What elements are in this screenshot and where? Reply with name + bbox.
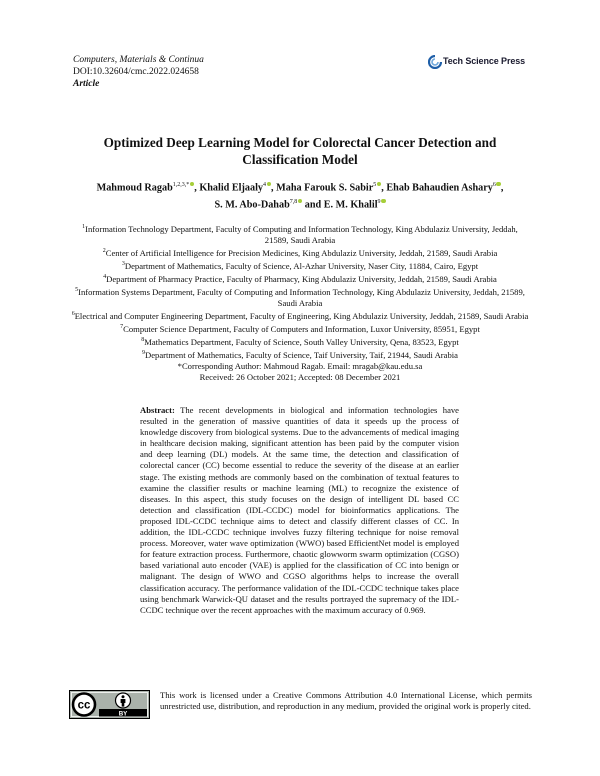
affiliation-text: Department of Mathematics, Faculty of Science, Taif University, Taif, 21944, Saudi Arabia <box>145 349 458 360</box>
journal-name: Computers, Materials & Continua <box>73 55 204 65</box>
affiliation-superscript: 5 <box>75 286 79 293</box>
abstract-label: Abstract: <box>140 405 175 415</box>
abstract <box>140 405 459 616</box>
article-type: Article <box>73 79 100 89</box>
affiliation-superscript: 9 <box>142 349 146 356</box>
affiliation-text: Information Technology Department, Faculty of Computing and Information Technology, King Abdulaziz University, Jeddah, 21589, Saudi Arabia <box>85 223 518 245</box>
author-superscript: 1,2,3,* <box>172 182 190 188</box>
affiliation-item <box>70 322 530 335</box>
affiliation-item <box>70 272 530 285</box>
cc-by-license-badge[interactable] <box>69 690 150 719</box>
affiliation-item <box>70 246 530 259</box>
author-superscript: 4 <box>263 182 267 188</box>
affiliation-text: Electrical and Computer Engineering Department, Faculty of Engineering, King Abdulaziz University, Jeddah, 21589, Saudi Arabia <box>74 310 529 321</box>
affiliation-text: Mathematics Department, Faculty of Science, South Valley University, Qena, 83523, Egypt <box>144 336 459 347</box>
corresponding-author[interactable]: *Corresponding Author: Mahmoud Ragab. Email: mragab@kau.edu.sa <box>177 360 423 371</box>
affiliation-superscript: 4 <box>103 273 107 280</box>
author-name: Mahmoud Ragab <box>96 182 173 194</box>
orcid-icon[interactable] <box>190 182 195 187</box>
orcid-icon[interactable] <box>267 182 272 187</box>
by-letters: BY <box>118 710 128 718</box>
affiliation-item <box>70 259 530 272</box>
author-name: Maha Farouk S. Sabir <box>276 182 374 194</box>
paper-title: Optimized Deep Learning Model for Colorectal Cancer Detection and Classification Model <box>103 135 497 167</box>
affiliation-text: Department of Mathematics, Faculty of Science, Al-Azhar University, Naser City, 11884, Cairo, Egypt <box>124 260 479 271</box>
author-name: Ehab Bahaudien Ashary <box>386 182 493 194</box>
affiliation-superscript: 7 <box>120 323 124 330</box>
orcid-icon[interactable] <box>496 182 501 187</box>
orcid-icon[interactable] <box>381 199 386 204</box>
publisher-logo <box>428 54 534 70</box>
affiliation-text: Department of Pharmacy Practice, Faculty of Pharmacy, King Abdulaziz University, Jeddah, 21589, Saudi Arabia <box>106 273 497 284</box>
affiliation-superscript: 2 <box>102 248 106 255</box>
doi[interactable]: DOI:10.32604/cmc.2022.024658 <box>73 67 199 77</box>
author-superscript: 5 <box>373 182 377 188</box>
abstract-text: The recent developments in biological and information technologies have resulted in the generation of massive quantities of data it speeds up the process of knowledge discovery from biological systems. Due to the advancements of medical imaging in healthcare decision making, significant attention has been paid by the computer vision and deep learning (DL) models. At the same time, the detection and classification of colorectal cancer (CC) become essential to reduce the severity of the disease at an earlier stage. The existing methods are commonly based on the combination of textual features to examine the classifier results or machine learning (ML) to recognize the existence of diseases. In this aspect, this study focuses on the design of intelligent DL based CC detection and classification (IDL-CCDC) model for bioinformatics applications. The proposed IDL-CCDC technique aims to detect and classify different classes of CC. In addition, the IDL-CCDC technique involves fuzzy filtering technique for noise removal process. Moreover, water wave optimization (WWO) based EfficientNet model is employed for feature extraction process. Furthermore, chaotic glowworm swarm optimization (CGSO) based variational auto encoder (VAE) is applied for the classification of CC into benign or malignant. The design of WWO and CGSO algorithms helps to increase the overall classification accuracy. The performance validation of the IDL-CCDC technique takes place using benchmark Warwick-QU dataset and the results portrayed the supremacy of the IDL-CCDC technique over the recent approaches with the maximum accuracy of 0.969. <box>140 405 459 615</box>
author-name: S. M. Abo-Dahab <box>214 199 290 211</box>
affiliation-item <box>70 348 530 361</box>
affiliation-superscript: 1 <box>82 224 86 230</box>
affiliation-list <box>70 222 530 383</box>
affiliation-text: Computer Science Department, Faculty of Computers and Information, Luxor University, 85951, Egypt <box>123 323 480 334</box>
affiliation-superscript: 6 <box>71 310 75 317</box>
author-superscript: 9 <box>377 199 381 206</box>
affiliation-text: Center of Artificial Intelligence for Precision Medicines, King Abdulaziz University, Jeddah, 21589, Saudi Arabia <box>105 247 498 258</box>
by-person-head-icon <box>122 695 125 698</box>
affiliation-item <box>70 222 530 246</box>
publisher-name: Tech Science Press <box>443 56 526 66</box>
orcid-icon[interactable] <box>377 182 382 187</box>
author-superscript: 6 <box>492 182 496 188</box>
affiliation-item <box>70 285 530 309</box>
affiliation-text: Information Systems Department, Faculty of Computing and Information Technology, King Abdulaziz University, Jeddah, 21589, Saudi Arabia <box>78 286 525 308</box>
license-statement[interactable]: This work is licensed under a Creative Commons Attribution 4.0 International License, which permits unrestricted use, distribution, and reproduction in any medium, provided the original work is properly cited. <box>160 690 532 712</box>
author-superscript: 7,8 <box>289 199 298 206</box>
publisher-logo-icon <box>428 55 442 69</box>
received-accepted-dates: Received: 26 October 2021; Accepted: 08 December 2021 <box>199 371 401 382</box>
affiliation-item <box>70 309 530 322</box>
affiliation-superscript: 3 <box>121 261 125 267</box>
author-name: Khalid Eljaaly <box>199 182 264 194</box>
author-name: E. M. Khalil <box>323 199 378 211</box>
affiliation-superscript: 8 <box>141 336 145 343</box>
affiliation-item <box>70 335 530 348</box>
orcid-icon[interactable] <box>298 199 303 204</box>
cc-letters: cc <box>77 699 91 712</box>
author-list: Mahmoud Ragab$^{1,2,3,*}$ , Khalid Eljaaly$^4$ , Maha Farouk S. Sabir$^5$ , Ehab Bahaudien Ashary$^6$ , S. M. Abo-Dahab$^{7,8}$ and E. M. Khalil$^9$ <box>96 182 504 211</box>
